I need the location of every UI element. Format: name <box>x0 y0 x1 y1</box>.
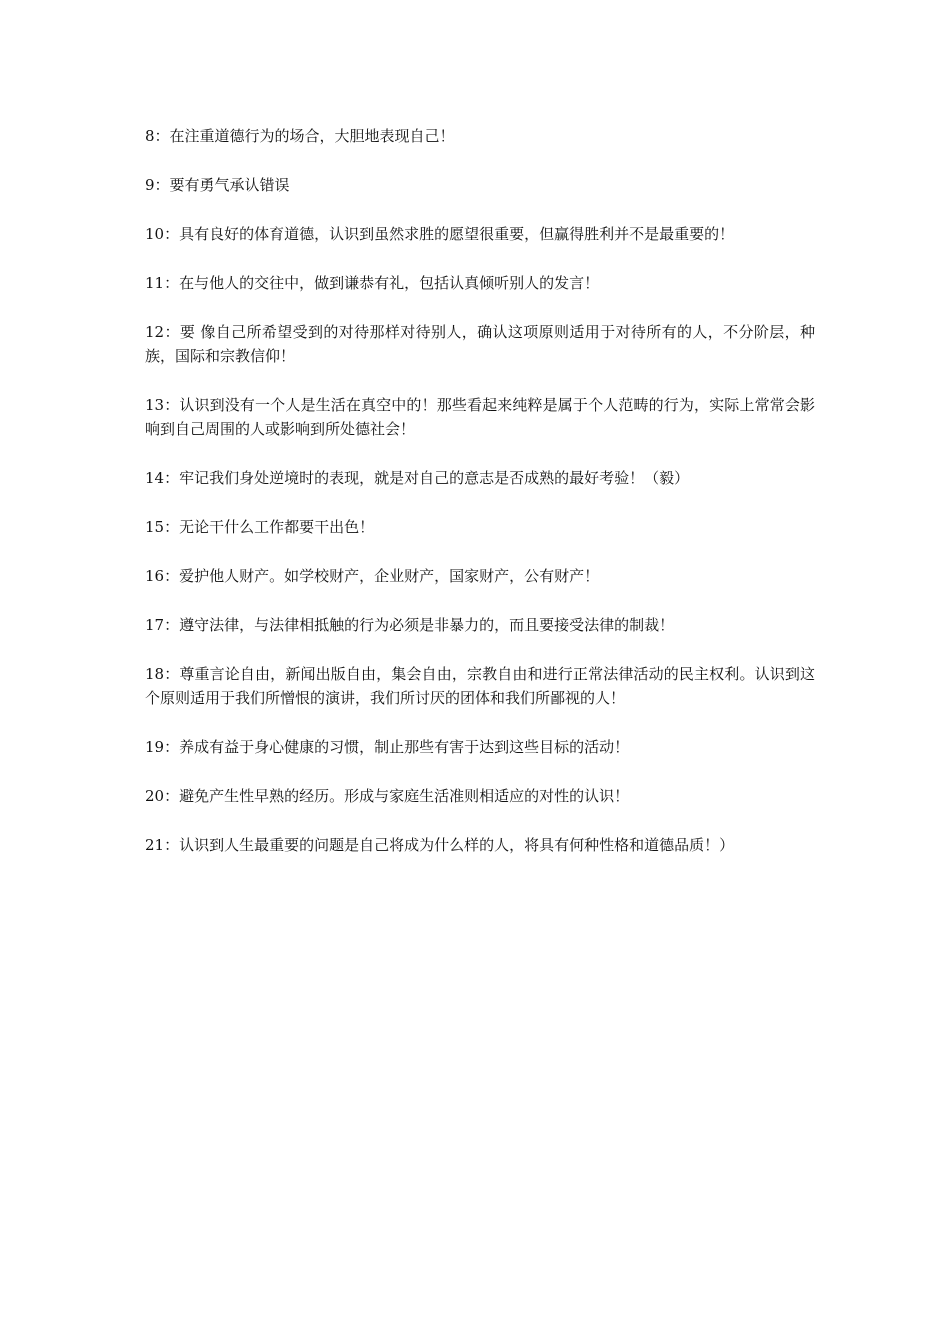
paragraph-item-16: 16：爱护他人财产。如学校财产，企业财产，国家财产，公有财产！ <box>145 567 600 585</box>
paragraph-item-8: 8：在注重道德行为的场合，大胆地表现自己！ <box>145 127 455 145</box>
paragraph-item-19: 19：养成有益于身心健康的习惯，制止那些有害于达到这些目标的活动！ <box>145 738 630 756</box>
paragraph-item-18: 18：尊重言论自由，新闻出版自由，集会自由，宗教自由和进行正常法律活动的民主权利。认识到这个原则适用于我们所憎恨的演讲，我们所讨厌的团体和我们所鄙视的人！ <box>145 665 815 707</box>
paragraph-item-13: 13：认识到没有一个人是生活在真空中的！那些看起来纯粹是属于个人范畴的行为，实际上常常会影响到自己周围的人或影响到所处德社会！ <box>145 396 815 438</box>
paragraph-item-20: 20：避免产生性早熟的经历。形成与家庭生活准则相适应的对性的认识！ <box>145 787 630 805</box>
paragraph-item-12: 12：要 像自己所希望受到的对待那样对待别人，确认这项原则适用于对待所有的人，不分阶层，种族，国际和宗教信仰！ <box>145 323 815 365</box>
paragraph-item-15: 15：无论干什么工作都要干出色！ <box>145 518 375 536</box>
paragraph-item-14: 14：牢记我们身处逆境时的表现，就是对自己的意志是否成熟的最好考验！（毅） <box>145 469 690 487</box>
paragraph-item-11: 11：在与他人的交往中，做到谦恭有礼，包括认真倾听别人的发言！ <box>145 274 600 292</box>
document-page <box>145 124 815 882</box>
paragraph-item-21: 21：认识到人生最重要的问题是自己将成为什么样的人，将具有何种性格和道德品质！） <box>145 836 735 854</box>
paragraph-item-10: 10：具有良好的体育道德，认识到虽然求胜的愿望很重要，但赢得胜利并不是最重要的！ <box>145 225 735 243</box>
paragraph-item-9: 9：要有勇气承认错误 <box>145 176 290 194</box>
paragraph-item-17: 17：遵守法律，与法律相抵触的行为必须是非暴力的，而且要接受法律的制裁！ <box>145 616 675 634</box>
